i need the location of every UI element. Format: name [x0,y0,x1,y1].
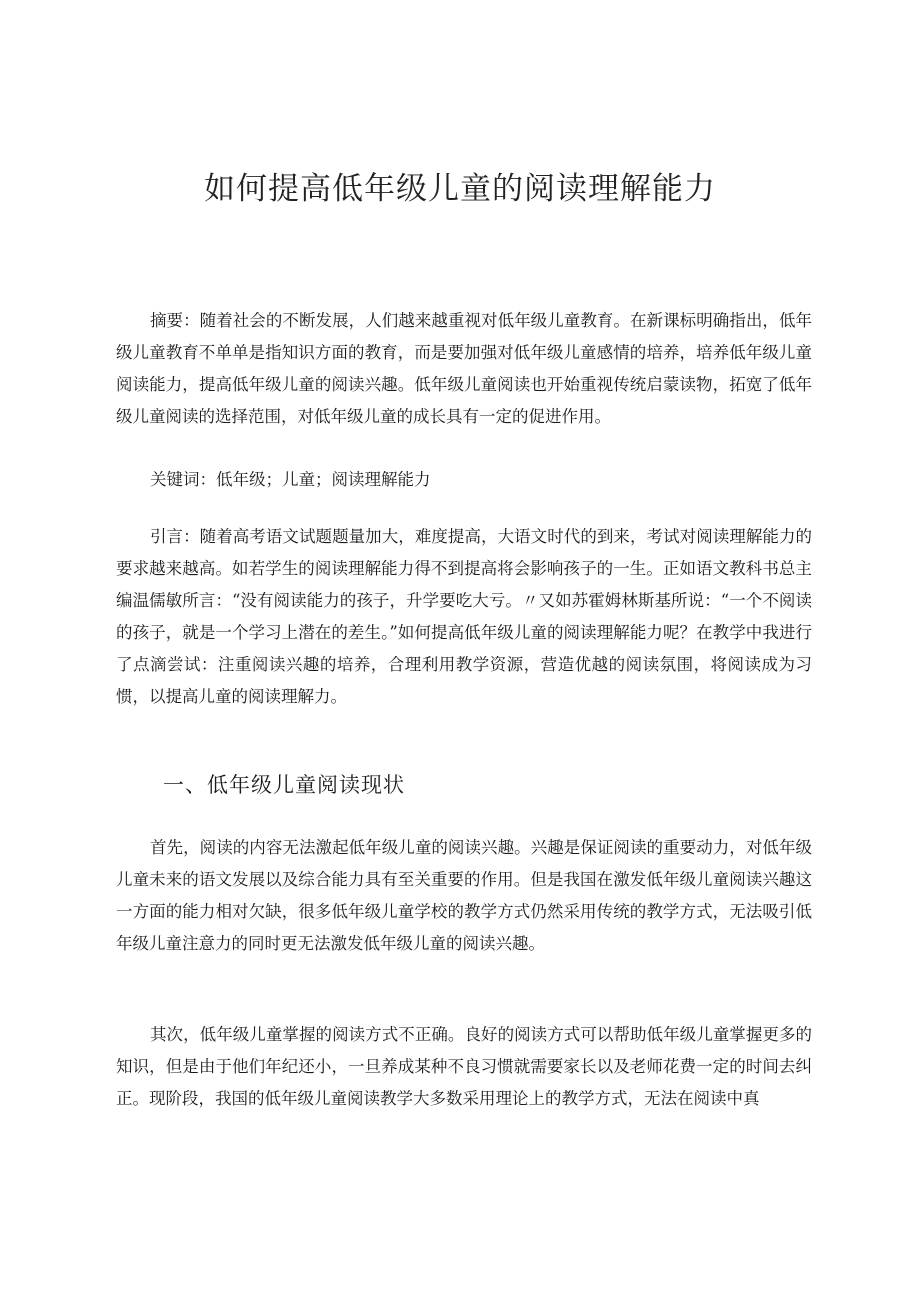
keywords-paragraph: 关键词：低年级；儿童；阅读理解能力 [150,470,431,489]
abstract-paragraph: 摘要：随着社会的不断发展，人们越来越重视对低年级儿童教育。在新课标明确指出，低年级儿童教育不单单是指知识方面的教育，而是要加强对低年级儿童感情的培养，培养低年级儿童阅读能力，提高低年级儿童的阅读兴趣。低年级儿童阅读也开始重视传统启蒙读物，拓宽了低年级儿童阅读的选择范围，对低年级儿童的成长具有一定的促进作用。 [116,311,812,426]
section1-paragraph-1: 首先，阅读的内容无法激起低年级儿童的阅读兴趣。兴趣是保证阅读的重要动力，对低年级儿童未来的语文发展以及综合能力具有至关重要的作用。但是我国在激发低年级儿童阅读兴趣这一方面的能力相对欠缺，很多低年级儿童学校的教学方式仍然采用传统的教学方式，无法吸引低年级儿童注意力的同时更无法激发低年级儿童的阅读兴趣。 [116,838,812,953]
section1-paragraph-2: 其次，低年级儿童掌握的阅读方式不正确。良好的阅读方式可以帮助低年级儿童掌握更多的知识，但是由于他们年纪还小，一旦养成某种不良习惯就需要家长以及老师花费一定的时间去纠正。现阶段，我国的低年级儿童阅读教学大多数采用理论上的教学方式，无法在阅读中真 [116,1025,812,1108]
introduction-paragraph: 引言：随着高考语文试题题量加大，难度提高，大语文时代的到来，考试对阅读理解能力的要求越来越高。如若学生的阅读理解能力得不到提高将会影响孩子的一生。正如语文教科书总主编温儒敏所言：“没有阅读能力的孩子，升学要吃大亏。〃又如苏霍姆林斯基所说：“一个不阅读的孩子，就是一个学习上潜在的差生。”如何提高低年级儿童的阅读理解能力呢？在教学中我进行了点滴尝试：注重阅读兴趣的培养，合理利用教学资源，营造优越的阅读氛围，将阅读成为习惯，以提高儿童的阅读理解力。 [116,527,812,706]
section-heading: 一、低年级儿童阅读现状 [163,773,405,797]
document-title: 如何提高低年级儿童的阅读理解能力 [204,171,716,207]
